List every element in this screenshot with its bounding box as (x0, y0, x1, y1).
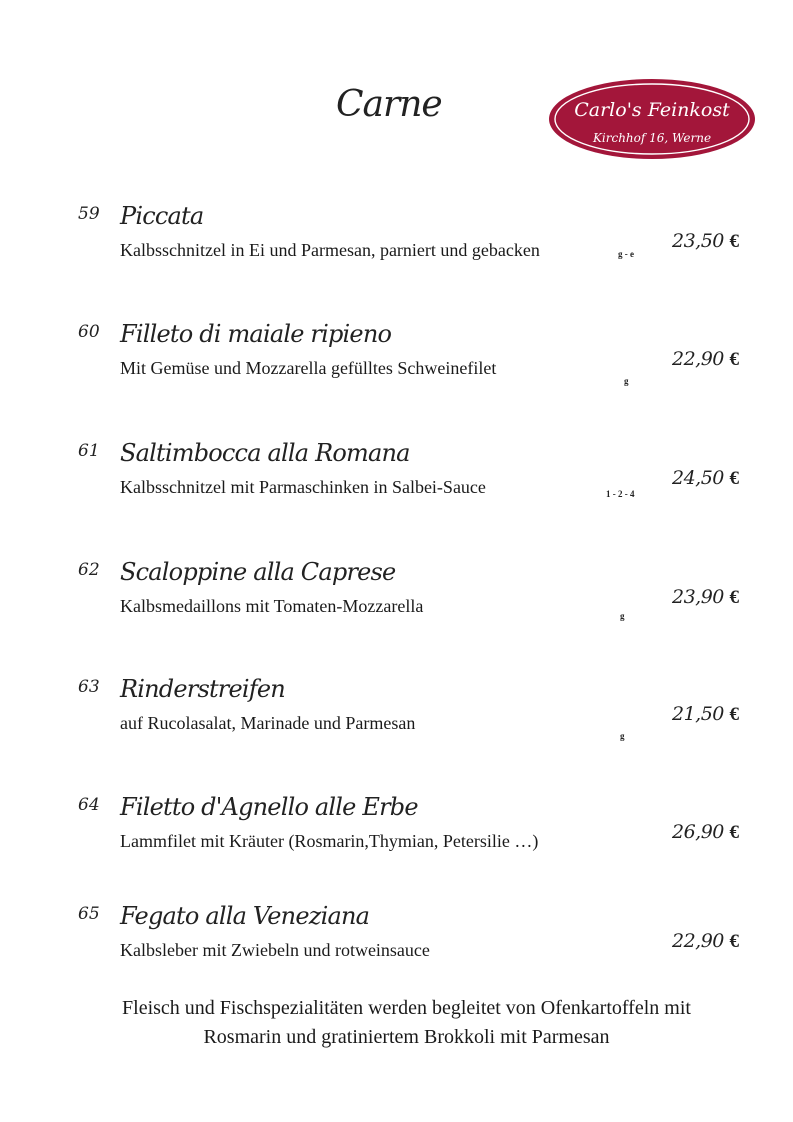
item-number: 61 (78, 441, 100, 461)
menu-item (0, 204, 793, 274)
menu-item (0, 795, 793, 865)
item-number: 60 (78, 322, 100, 342)
item-name: Saltimbocca alla Romana (120, 439, 410, 467)
item-description: Kalbsschnitzel in Ei und Parmesan, parniert und gebacken (120, 240, 540, 260)
price-value: 22,90 (672, 348, 724, 370)
currency-symbol: € (729, 822, 739, 843)
item-name: Filetto d'Agnello alle Erbe (120, 793, 418, 821)
currency-symbol: € (729, 704, 739, 725)
menu-item (0, 441, 793, 511)
item-allergens: g (620, 611, 625, 621)
menu-item (0, 560, 793, 630)
item-name: Piccata (120, 202, 204, 230)
menu-item (0, 322, 793, 392)
item-number: 59 (78, 204, 100, 224)
item-description: Kalbsschnitzel mit Parmaschinken in Salbei-Sauce (120, 477, 486, 497)
menu-item (0, 677, 793, 747)
logo-address: Kirchhof 16, Werne (592, 131, 712, 145)
menu-item (0, 904, 793, 974)
item-price (672, 586, 738, 609)
item-description: Lammfilet mit Kräuter (Rosmarin,Thymian, Petersilie …) (120, 831, 539, 851)
item-price (672, 930, 738, 953)
item-price (672, 230, 738, 253)
restaurant-logo (548, 78, 756, 160)
price-value: 22,90 (672, 930, 724, 952)
item-name: Fegato alla Veneziana (120, 902, 370, 930)
currency-symbol: € (729, 231, 739, 252)
item-price (672, 348, 738, 371)
price-value: 21,50 (672, 703, 724, 725)
item-name: Rinderstreifen (120, 675, 285, 703)
price-value: 26,90 (672, 821, 724, 843)
item-name: Filleto di maiale ripieno (120, 320, 392, 348)
currency-symbol: € (729, 468, 739, 489)
item-number: 63 (78, 677, 100, 697)
page-title: Carne (336, 84, 442, 125)
item-allergens: g - e (618, 249, 634, 259)
item-description: Mit Gemüse und Mozzarella gefülltes Schweinefilet (120, 358, 497, 378)
item-allergens: g (620, 731, 625, 741)
item-description: auf Rucolasalat, Marinade und Parmesan (120, 713, 416, 733)
price-value: 23,50 (672, 230, 724, 252)
currency-symbol: € (729, 931, 739, 952)
item-price (672, 467, 738, 490)
currency-symbol: € (729, 349, 739, 370)
item-description: Kalbsmedaillons mit Tomaten-Mozzarella (120, 596, 424, 616)
item-allergens: g (624, 376, 629, 386)
price-value: 23,90 (672, 586, 724, 608)
item-allergens: 1 - 2 - 4 (606, 489, 635, 499)
item-description: Kalbsleber mit Zwiebeln und rotweinsauce (120, 940, 430, 960)
item-price (672, 821, 738, 844)
item-number: 65 (78, 904, 100, 924)
item-price (672, 703, 738, 726)
price-value: 24,50 (672, 467, 724, 489)
item-number: 64 (78, 795, 100, 815)
footer-note (40, 994, 773, 1052)
item-name: Scaloppine alla Caprese (120, 558, 396, 586)
logo-name: Carlo's Feinkost (574, 99, 730, 121)
footer-line-1: Fleisch und Fischspezialitäten werden begleitet von Ofenkartoffeln mit (122, 997, 691, 1019)
footer-line-2: Rosmarin und gratiniertem Brokkoli mit Parmesan (203, 1026, 610, 1048)
currency-symbol: € (729, 587, 739, 608)
item-number: 62 (78, 560, 100, 580)
